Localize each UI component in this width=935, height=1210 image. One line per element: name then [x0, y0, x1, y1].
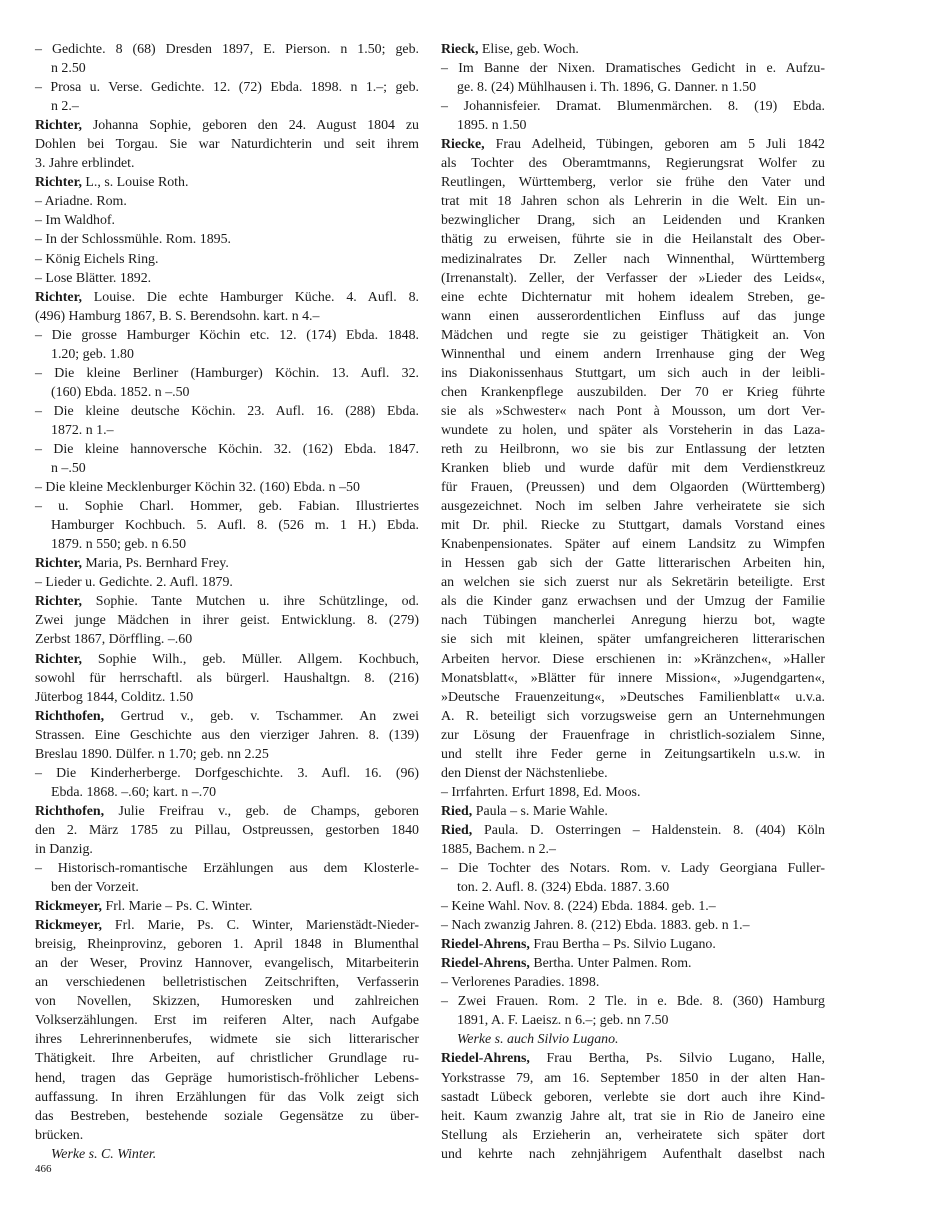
line-text: Arbeiten hervor. Diese erschienen in: »Kränzchen«, »Haller — [441, 651, 825, 667]
text-line — [441, 1088, 825, 1107]
line-text: thätig zu erweisen, führte sie in die Heilanstalt des Ober- — [441, 232, 825, 248]
text-line — [441, 745, 825, 764]
line-text: an verschiedenen belletristischen Zeitschriften, Verfasserin — [35, 975, 419, 991]
text-line — [441, 992, 825, 1011]
text-line — [441, 611, 825, 630]
text-line — [35, 326, 419, 345]
line-text: bezwinglicher Drang, sich an Leidenden und Kranken — [441, 213, 825, 229]
text-line — [35, 192, 419, 211]
text-line — [441, 1030, 825, 1049]
line-text: hend, tragen das Gepräge humoristisch-fröhlicher Lebens- — [35, 1070, 419, 1086]
text-line — [35, 840, 419, 859]
line-text: mit Dr. phil. Riecke zu Stuttgart, damals Vorstand eines — [441, 518, 825, 534]
line-text: – Lose Blätter. 1892. — [35, 270, 152, 286]
line-text: Paula – s. Marie Wahle. — [472, 803, 608, 819]
text-line — [35, 421, 419, 440]
text-line — [35, 230, 419, 249]
entry-heading: Riedel-Ahrens, — [441, 937, 530, 953]
line-text: an der Weser, Provinz Hannover, evangelisch, Mitarbeiterin — [35, 956, 419, 972]
text-line — [35, 97, 419, 116]
line-text: – Die grosse Hamburger Köchin etc. 12. (174) Ebda. 1848. — [35, 327, 419, 343]
line-text: – Die kleine Mecklenburger Köchin 32. (160) Ebda. n –50 — [35, 480, 360, 496]
line-text: Jüterbog 1844, Colditz. 1.50 — [35, 689, 194, 705]
text-line — [35, 173, 419, 192]
line-text: Julie Freifrau v., geb. de Champs, geboren — [104, 803, 419, 819]
line-text: heit. Kaum zwanzig Jahre alt, trat sie in Rio de Janeiro eine — [441, 1108, 825, 1124]
entry-heading: Richter, — [35, 594, 82, 610]
line-text: Knabenpensionates. Später auf einem Landsitz zu Wimpfen — [441, 537, 825, 553]
entry-heading: Richthofen, — [35, 708, 105, 724]
line-text: n –.50 — [51, 461, 86, 477]
text-line — [441, 1049, 825, 1068]
text-line — [35, 1126, 419, 1145]
text-line — [35, 554, 419, 573]
text-line — [35, 859, 419, 878]
entry-heading: Riedel-Ahrens, — [441, 956, 530, 972]
text-line — [35, 497, 419, 516]
text-line — [441, 459, 825, 478]
line-text: (496) Hamburg 1867, B. S. Berendsohn. kart. n 4.– — [35, 308, 320, 324]
text-line — [35, 402, 419, 421]
line-text: Elise, geb. Woch. — [478, 42, 579, 57]
line-text: Winnenthal und einem andern Irrenhause ging der Weg — [441, 346, 825, 362]
text-line — [35, 478, 419, 497]
text-line — [441, 230, 825, 249]
text-line — [35, 116, 419, 135]
text-line — [441, 688, 825, 707]
line-text: ge. 8. (24) Mühlhausen i. Th. 1896, G. Danner. n 1.50 — [457, 80, 757, 96]
line-text: sowohl für herrschaftl. als bürgerl. Haushaltgn. 8. (216) — [35, 670, 419, 686]
line-text: (Irrenanstalt). Zeller, der Verfasser der »Lieder des Leids«, — [441, 270, 825, 286]
line-text: ben der Vorzeit. — [51, 880, 139, 896]
line-text: Frau Bertha – Ps. Silvio Lugano. — [529, 937, 716, 953]
line-text: 1879. n 550; geb. n 6.50 — [51, 537, 187, 553]
line-text: an welchen sie sich zuerst nur als Sekretärin beteiligte. Erst — [441, 575, 825, 591]
line-text: ihres Lehrerinnenberufes, widmete sie sich litterarischer — [35, 1032, 419, 1048]
text-line — [35, 135, 419, 154]
text-line — [441, 59, 825, 78]
entry-heading: Riedel-Ahrens, — [441, 1051, 530, 1067]
line-text: sie als »Schwester« nach Pont à Mousson, um dort Ver- — [441, 403, 825, 419]
text-line — [35, 250, 419, 269]
line-text: das Bestreben, bestehende soziale Gegensätze zu über- — [35, 1108, 419, 1124]
text-line — [35, 383, 419, 402]
line-text: 1885, Bachem. n 2.– — [441, 841, 556, 857]
text-line — [35, 345, 419, 364]
line-text: – In der Schlossmühle. Rom. 1895. — [35, 232, 232, 248]
line-text: – Gedichte. 8 (68) Dresden 1897, E. Pierson. n 1.50; geb. — [35, 42, 419, 57]
line-text: – Die Tochter des Notars. Rom. v. Lady Georgiana Fuller- — [441, 861, 825, 877]
line-text: Louise. Die echte Hamburger Küche. 4. Aufl. 8. — [81, 289, 419, 305]
line-text: in Hessen gab sich der Gatte litterarischen Arbeiten hin, — [441, 556, 825, 572]
line-text: wann einen ausserordentlichen Einfluss auf das junge — [441, 308, 825, 324]
line-text: Kranken blieb und wurde dafür mit dem Verdienstkreuz — [441, 461, 825, 477]
right-column — [441, 40, 825, 1164]
text-line — [441, 1126, 825, 1145]
text-line — [35, 459, 419, 478]
text-line — [35, 440, 419, 459]
line-text: ins Diakonissenhaus Stuttgart, um sich auch in der leibli- — [441, 365, 825, 381]
line-text: breisig, Rheinprovinz, geboren 1. April 1848 in Blumenthal — [35, 937, 419, 953]
line-text: Hamburger Kochbuch. 5. Aufl. 8. (526 m. 1 H.) Ebda. — [51, 518, 419, 534]
text-line — [441, 307, 825, 326]
line-text: – Nach zwanzig Jahren. 8. (212) Ebda. 1883. geb. n 1.– — [441, 918, 750, 934]
text-line — [35, 1030, 419, 1049]
line-text: nach Tübingen mancherlei Anregung hierzu bot, wagte — [441, 613, 825, 629]
line-text: L., s. Louise Roth. — [81, 175, 189, 191]
text-line — [441, 40, 825, 59]
line-text: Johanna Sophie, geboren den 24. August 1804 zu — [81, 118, 419, 134]
text-line — [35, 211, 419, 230]
entry-heading: Ried, — [441, 803, 473, 819]
text-line — [35, 878, 419, 897]
line-text: Sophie Wilh., geb. Müller. Allgem. Kochbuch, — [81, 651, 419, 667]
line-text: – Im Waldhof. — [35, 213, 116, 229]
text-line — [35, 1088, 419, 1107]
text-line — [441, 650, 825, 669]
text-line — [35, 364, 419, 383]
text-line — [441, 573, 825, 592]
line-text: – Die Kinderherberge. Dorfgeschichte. 3. Aufl. 16. (96) — [35, 765, 419, 781]
text-line — [441, 783, 825, 802]
line-text: ausgezeichnet. Noch im selben Jahre verheiratete sie sich — [441, 499, 825, 515]
line-text: Monatsblatt«, »Blätter für innere Mission«, »Jugendgarten«, — [441, 670, 825, 686]
text-line — [35, 1107, 419, 1126]
text-line — [441, 1069, 825, 1088]
text-line — [35, 897, 419, 916]
line-text: als Tochter des Oberamtmanns, Regierungsrat Wolfer zu — [441, 156, 825, 172]
text-line — [441, 402, 825, 421]
text-line — [441, 535, 825, 554]
line-text: – Ariadne. Rom. — [35, 194, 127, 210]
text-line — [441, 840, 825, 859]
line-text: sie sich mit kleinen, später umfangreicheren litterarischen — [441, 632, 825, 648]
line-text: n 2.– — [51, 99, 79, 115]
text-line — [441, 1107, 825, 1126]
text-line — [35, 78, 419, 97]
entry-heading: Rickmeyer, — [35, 918, 102, 934]
line-text: – Historisch-romantische Erzählungen aus dem Klosterle- — [35, 861, 419, 877]
text-line — [441, 478, 825, 497]
line-text: den 2. März 1785 zu Pillau, Ostpreussen, gestorben 1840 — [35, 822, 419, 838]
text-line — [441, 250, 825, 269]
line-text: 1872. n 1.– — [51, 422, 114, 438]
text-line — [441, 669, 825, 688]
line-text: in Danzig. — [35, 841, 93, 857]
line-text: ton. 2. Aufl. 8. (324) Ebda. 1887. 3.60 — [457, 880, 670, 896]
line-text: chen Krankenpflege auszubilden. Der 70 er Krieg führte — [441, 384, 825, 400]
line-text: Volkserzählungen. Erst im reiferen Alter, nach Aufgabe — [35, 1013, 419, 1029]
text-line — [35, 59, 419, 78]
line-text: – Die kleine Berliner (Hamburger) Köchin. 13. Aufl. 32. — [35, 365, 419, 381]
text-line — [35, 707, 419, 726]
line-text: – Prosa u. Verse. Gedichte. 12. (72) Ebda. 1898. n 1.–; geb. — [35, 80, 419, 96]
text-line — [441, 554, 825, 573]
text-line — [441, 78, 825, 97]
line-text: – König Eichels Ring. — [35, 251, 159, 267]
text-line — [441, 288, 825, 307]
line-text: 3. Jahre erblindet. — [35, 156, 135, 172]
line-text: – Johannisfeier. Dramat. Blumenmärchen. 8. (19) Ebda. — [441, 99, 825, 115]
text-line — [35, 573, 419, 592]
line-text: den Dienst der Nächstenliebe. — [441, 765, 608, 781]
line-text: Werke s. auch Silvio Lugano. — [457, 1032, 619, 1048]
text-line — [441, 592, 825, 611]
text-line — [441, 859, 825, 878]
text-line — [441, 173, 825, 192]
line-text: trat mit 18 Jahren schon als Lehrerin in die Welt. Ein un- — [441, 194, 825, 210]
text-line — [441, 973, 825, 992]
text-line — [35, 688, 419, 707]
line-text: »Deutsche Frauenzeitung«, »Deutsches Familienblatt« u.v.a. — [441, 689, 825, 705]
text-line — [35, 535, 419, 554]
entry-heading: Ried, — [441, 822, 473, 838]
text-line — [35, 611, 419, 630]
line-text: A. R. beteiligt sich vorzugsweise gern an Unternehmungen — [441, 708, 825, 724]
text-line — [441, 497, 825, 516]
text-line — [35, 307, 419, 326]
line-text: Mädchen und regte sie zu geistiger Thätigkeit an. Von — [441, 327, 825, 343]
text-line — [35, 650, 419, 669]
line-text: Werke s. C. Winter. — [51, 1146, 157, 1162]
text-line — [441, 97, 825, 116]
line-text: – Keine Wahl. Nov. 8. (224) Ebda. 1884. geb. 1.– — [441, 899, 716, 915]
text-line — [35, 745, 419, 764]
line-text: Thätigkeit. Ihre Arbeiten, auf christlicher Grundlage ru- — [35, 1051, 419, 1067]
text-line — [441, 630, 825, 649]
text-line — [441, 116, 825, 135]
text-line — [35, 783, 419, 802]
entry-heading: Richter, — [35, 118, 82, 134]
text-line — [441, 135, 825, 154]
text-line — [35, 1049, 419, 1068]
text-line — [35, 40, 419, 59]
line-text: von Novellen, Skizzen, Humoresken und zahlreichen — [35, 994, 419, 1010]
line-text: (160) Ebda. 1852. n –.50 — [51, 384, 190, 400]
text-line — [441, 383, 825, 402]
text-line — [35, 935, 419, 954]
line-text: Ebda. 1868. –.60; kart. n –.70 — [51, 784, 217, 800]
text-line — [441, 1011, 825, 1030]
entry-heading: Richter, — [35, 651, 82, 667]
text-line — [441, 878, 825, 897]
entry-heading: Richter, — [35, 175, 82, 191]
line-text: Breslau 1890. Dülfer. n 1.70; geb. nn 2.25 — [35, 746, 269, 762]
line-text: – Lieder u. Gedichte. 2. Aufl. 1879. — [35, 575, 233, 591]
text-line — [441, 935, 825, 954]
line-text: Yorkstrasse 79, am 16. September 1850 in der alten Han- — [441, 1070, 825, 1086]
line-text: Strassen. Eine Geschichte aus den vierziger Jahren. 8. (139) — [35, 727, 419, 743]
text-line — [441, 726, 825, 745]
line-text: zur Lösung der Frauenfrage in christlich-sozialem Sinne, — [441, 727, 825, 743]
line-text: – Im Banne der Nixen. Dramatisches Gedicht in e. Aufzu- — [441, 61, 825, 77]
text-line — [441, 326, 825, 345]
entry-heading: Richter, — [35, 556, 82, 572]
line-text: – u. Sophie Charl. Hommer, geb. Fabian. Illustriertes — [35, 499, 419, 515]
line-text: Paula. D. Osterringen – Haldenstein. 8. (404) Köln — [472, 822, 825, 838]
text-line — [35, 592, 419, 611]
text-line — [441, 154, 825, 173]
text-line — [441, 802, 825, 821]
line-text: Sophie. Tante Mutchen u. ihre Schützlinge, od. — [81, 594, 419, 610]
text-line — [441, 516, 825, 535]
line-text: Bertha. Unter Palmen. Rom. — [529, 956, 692, 972]
entry-heading: Riecke, — [441, 137, 485, 153]
entry-heading: Richthofen, — [35, 803, 105, 819]
text-line — [35, 992, 419, 1011]
text-line — [35, 821, 419, 840]
left-column — [35, 40, 419, 1164]
line-text: und kehrte nach zehnjährigem Aufenthalt daselbst nach — [441, 1146, 825, 1162]
text-line — [35, 802, 419, 821]
text-line — [441, 916, 825, 935]
line-text: Gertrud v., geb. v. Tschammer. An zwei — [104, 708, 419, 724]
line-text: brücken. — [35, 1127, 84, 1143]
line-text: Zwei junge Mädchen in ihrer geist. Entwicklung. 8. (279) — [35, 613, 419, 629]
line-text: auffassung. In ihren Erzählungen für das Volk zeigt sich — [35, 1089, 419, 1105]
text-line — [35, 973, 419, 992]
text-line — [441, 211, 825, 230]
text-line — [35, 669, 419, 688]
line-text: eine echte Dichternatur mit hohem idealem Streben, ge- — [441, 289, 825, 305]
text-line — [441, 821, 825, 840]
line-text: Zerbst 1867, Dörffling. –.60 — [35, 632, 193, 648]
text-line — [441, 954, 825, 973]
text-line — [441, 421, 825, 440]
text-line — [35, 288, 419, 307]
entry-heading: Rickmeyer, — [35, 899, 102, 915]
line-text: – Irrfahrten. Erfurt 1898, Ed. Moos. — [441, 784, 641, 800]
line-text: sastadt Lübeck geboren, verlebte sie dort auch ihre Kind- — [441, 1089, 825, 1105]
entry-heading: Rieck, — [441, 42, 479, 57]
line-text: reth zu Heilbronn, wo sie bis zur Entlassung der letzten — [441, 441, 825, 457]
line-text: wundete zu holen, und später als Vorsteherin in das Laza- — [441, 422, 825, 438]
line-text: medizinalrates Dr. Zeller nach Winnenthal, Württemberg — [441, 251, 825, 267]
text-line — [35, 154, 419, 173]
text-line — [35, 1069, 419, 1088]
line-text: Dohlen bei Torgau. Sie war Naturdichterin und seit ihrem — [35, 137, 419, 153]
text-line — [441, 345, 825, 364]
line-text: Frl. Marie – Ps. C. Winter. — [102, 899, 253, 915]
line-text: – Die kleine deutsche Köchin. 23. Aufl. 16. (288) Ebda. — [35, 403, 419, 419]
line-text: – Verlorenes Paradies. 1898. — [441, 975, 600, 991]
line-text: Maria, Ps. Bernhard Frey. — [81, 556, 229, 572]
text-line — [441, 764, 825, 783]
text-line — [441, 269, 825, 288]
line-text: und stellt ihre Feder gerne in Zeitungsartikeln u.s.w. in — [441, 746, 825, 762]
entry-heading: Richter, — [35, 289, 82, 305]
line-text: – Die kleine hannoversche Köchin. 32. (162) Ebda. 1847. — [35, 441, 419, 457]
text-line — [35, 726, 419, 745]
text-line — [35, 516, 419, 535]
text-line — [441, 192, 825, 211]
page-number: 466 — [35, 1163, 52, 1175]
line-text: 1891, A. F. Laeisz. n 6.–; geb. nn 7.50 — [457, 1013, 669, 1029]
line-text: Frau Bertha, Ps. Silvio Lugano, Halle, — [529, 1051, 825, 1067]
text-line — [35, 269, 419, 288]
line-text: n 2.50 — [51, 61, 86, 77]
text-line — [441, 1145, 825, 1164]
text-line — [35, 764, 419, 783]
line-text: als die Kinder ganz erwachsen und der Umzug der Familie — [441, 594, 825, 610]
line-text: Stellung als Erzieherin an, verheiratete sich später dort — [441, 1127, 825, 1143]
line-text: für Frauen, (Preussen) und dem Olgaorden (Württemberg) — [441, 480, 825, 496]
text-line — [441, 364, 825, 383]
text-line — [35, 954, 419, 973]
text-line — [35, 1011, 419, 1030]
line-text: – Zwei Frauen. Rom. 2 Tle. in e. Bde. 8. (360) Hamburg — [441, 994, 825, 1010]
line-text: Reutlingen, Württemberg, verlor sie frühe den Vater und — [441, 175, 825, 191]
text-line — [441, 707, 825, 726]
text-line — [35, 1145, 419, 1164]
text-line — [35, 630, 419, 649]
line-text: 1895. n 1.50 — [457, 118, 527, 134]
text-line — [441, 440, 825, 459]
line-text: Frau Adelheid, Tübingen, geboren am 5 Juli 1842 — [484, 137, 825, 153]
line-text: 1.20; geb. 1.80 — [51, 346, 134, 362]
text-line — [35, 916, 419, 935]
line-text: Frl. Marie, Ps. C. Winter, Marienstädt-Nieder- — [102, 918, 419, 934]
text-line — [441, 897, 825, 916]
